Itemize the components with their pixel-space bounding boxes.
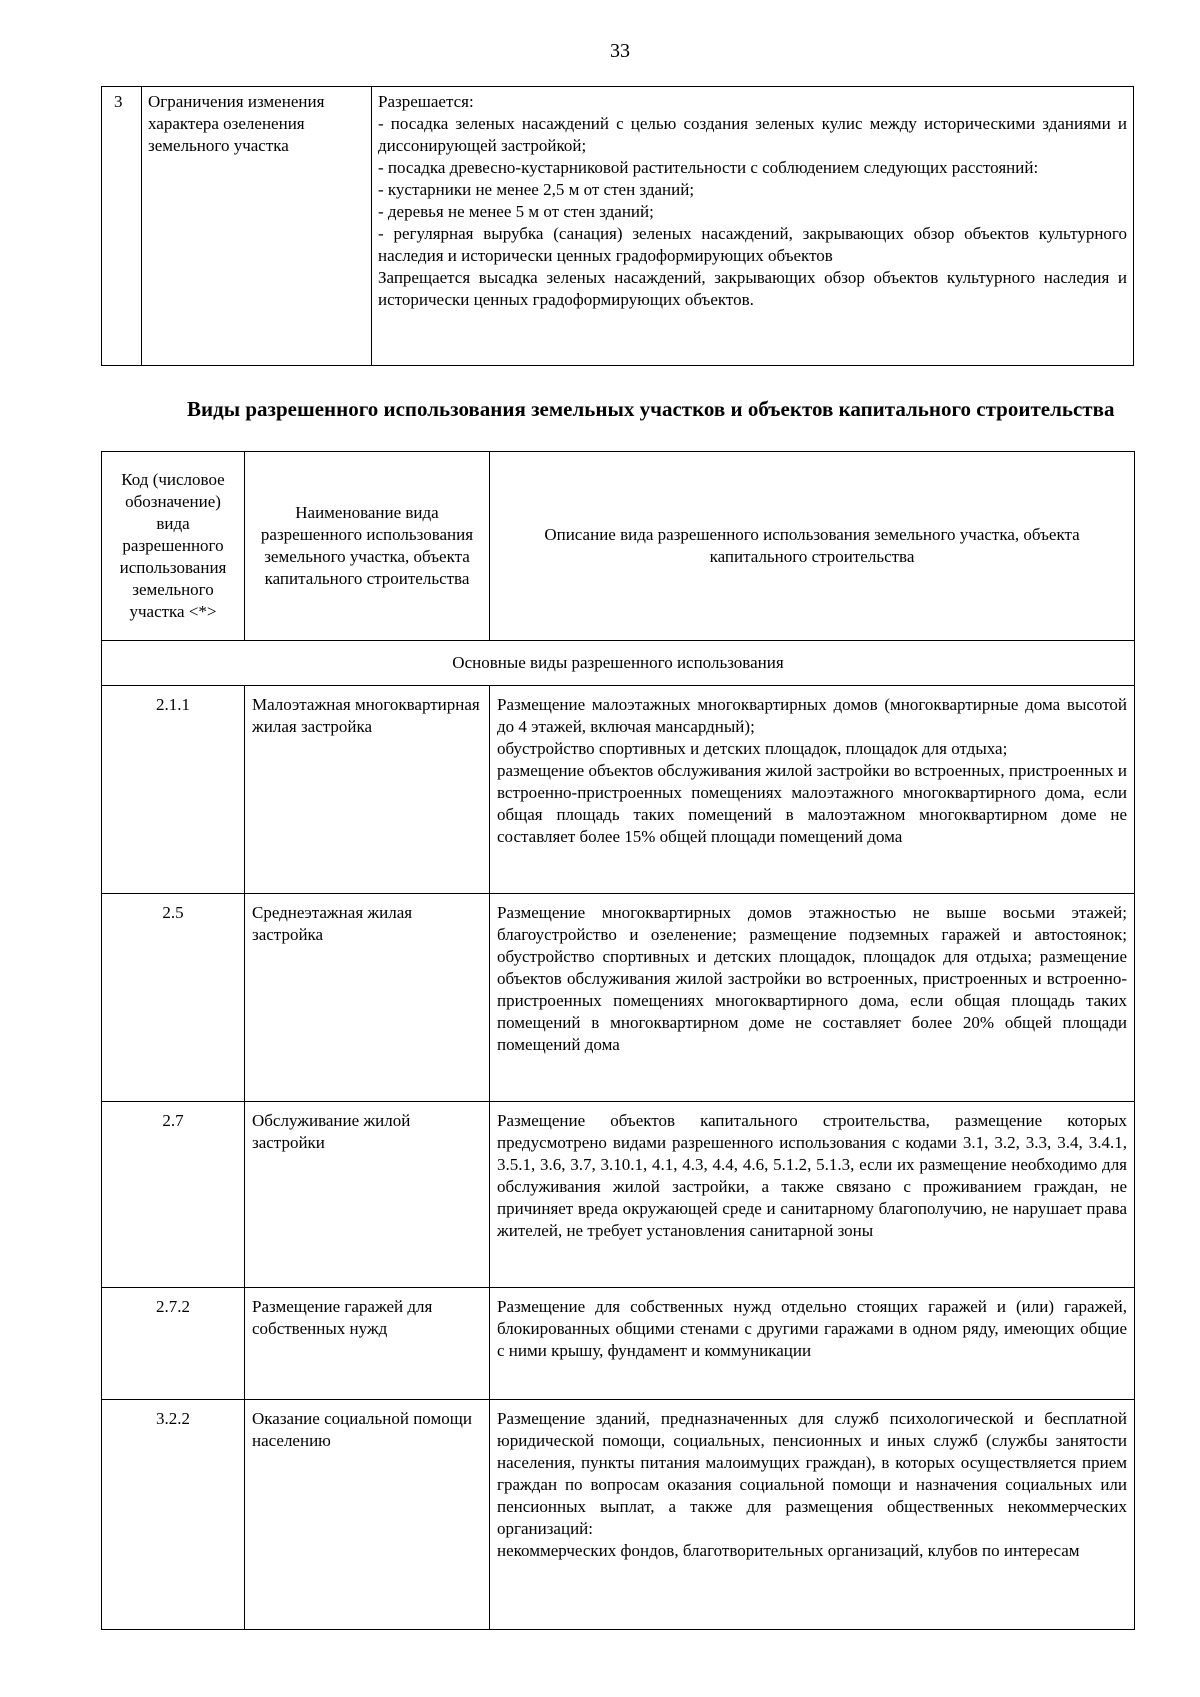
- use-code: 3.2.2: [102, 1400, 245, 1630]
- text-line: Запрещается высадка зеленых насаждений, закрывающих обзор объектов культурного наследия и исторически ценных градоформирующих объектов.: [378, 268, 1127, 309]
- use-code: 2.7.2: [102, 1288, 245, 1400]
- group-row: [102, 641, 1135, 686]
- table-row: [102, 1102, 1135, 1288]
- restriction-description: [372, 87, 1134, 366]
- page-number: 33: [610, 40, 630, 62]
- use-description: [490, 1102, 1135, 1288]
- use-description: [490, 686, 1135, 894]
- use-name: Размещение гаражей для собственных нужд: [245, 1288, 490, 1400]
- use-code: 2.5: [102, 894, 245, 1102]
- use-code: 2.7: [102, 1102, 245, 1288]
- restriction-title: Ограничения изменения характера озеленения земельного участка: [142, 87, 372, 366]
- restrictions-table: [101, 86, 1134, 366]
- table-row: [102, 1400, 1135, 1630]
- use-description: [490, 1400, 1135, 1630]
- text-line: Размещение для собственных нужд отдельно стоящих гаражей и (или) гаражей, блокированных общими стенами с другими гаражами в одном ряду, имеющих общие с ними крышу, фундамент и коммуникации: [497, 1297, 1127, 1360]
- table-row: [102, 87, 1134, 366]
- header-name: Наименование вида разрешенного использования земельного участка, объекта капитального строительства: [245, 452, 490, 641]
- permitted-use-table: [101, 451, 1135, 1630]
- use-name: Оказание социальной помощи населению: [245, 1400, 490, 1630]
- text-line: - кустарники не менее 2,5 м от стен зданий;: [378, 180, 695, 199]
- use-name: Среднеэтажная жилая застройка: [245, 894, 490, 1102]
- header-description: Описание вида разрешенного использования земельного участка, объекта капитального строительства: [490, 452, 1135, 641]
- use-code: 2.1.1: [102, 686, 245, 894]
- text-line: некоммерческих фондов, благотворительных организаций, клубов по интересам: [497, 1541, 1080, 1560]
- use-name: Малоэтажная многоквартирная жилая застройка: [245, 686, 490, 894]
- header-row: [102, 452, 1135, 641]
- text-line: Размещение малоэтажных многоквартирных домов (многоквартирные дома высотой до 4 этажей, включая мансардный);: [497, 695, 1127, 736]
- text-line: - деревья не менее 5 м от стен зданий;: [378, 202, 654, 221]
- text-line: Разрешается:: [378, 92, 474, 111]
- text-line: Размещение зданий, предназначенных для служб психологической и бесплатной юридической помощи, социальных, пенсионных и иных служб (службы занятости населения, пункты питания малоимущих граждан), в которых осуществляется прием граждан по вопросам оказания социальной помощи и назначения социальных или пенсионных выплат, а также для размещения общественных некоммерческих организаций:: [497, 1409, 1127, 1538]
- text-line: - посадка древесно-кустарниковой растительности с соблюдением следующих расстояний:: [378, 158, 1039, 177]
- use-description: [490, 894, 1135, 1102]
- use-name: Обслуживание жилой застройки: [245, 1102, 490, 1288]
- text-line: Размещение многоквартирных домов этажностью не выше восьми этажей; благоустройство и озеленение; размещение подземных гаражей и автостоянок; обустройство спортивных и детских площадок, площадок для отдыха; размещение объектов обслуживания жилой застройки во встроенных, пристроенных и встроенно-пристроенных помещениях многоквартирного дома, если общая площадь таких помещений в многоквартирном доме не составляет более 20% общей площади помещений дома: [497, 903, 1127, 1054]
- table-row: [102, 1288, 1135, 1400]
- text-line: - посадка зеленых насаждений с целью создания зеленых кулис между историческими зданиями и диссонирующей застройкой;: [378, 114, 1127, 155]
- table-row: [102, 894, 1135, 1102]
- section-title: Виды разрешенного использования земельных участков и объектов капитального строительства: [187, 397, 1115, 421]
- group-label: Основные виды разрешенного использования: [102, 641, 1135, 686]
- row-number: 3: [102, 87, 142, 366]
- text-line: Размещение объектов капитального строительства, размещение которых предусмотрено видами разрешенного использования с кодами 3.1, 3.2, 3.3, 3.4, 3.4.1, 3.5.1, 3.6, 3.7, 3.10.1, 4.1, 4.3, 4.4, 4.6, 5.1.2, 5.1.3, если их размещение необходимо для обслуживания жилой застройки, а также связано с проживанием граждан, не причиняет вреда окружающей среде и санитарному благополучию, не нарушает права жителей, не требует установления санитарной зоны: [497, 1111, 1127, 1240]
- text-line: обустройство спортивных и детских площадок, площадок для отдыха;: [497, 739, 1008, 758]
- header-code: Код (числовое обозначение) вида разрешенного использования земельного участка <*>: [102, 452, 245, 641]
- text-line: размещение объектов обслуживания жилой застройки во встроенных, пристроенных и встроенно-пристроенных помещениях малоэтажного многоквартирного дома, если общая площадь таких помещений в малоэтажном многоквартирном доме не составляет более 15% общей площади помещений дома: [497, 761, 1127, 846]
- text-line: - регулярная вырубка (санация) зеленых насаждений, закрывающих обзор объектов культурного наследия и исторически ценных градоформирующих объектов: [378, 224, 1127, 265]
- use-description: [490, 1288, 1135, 1400]
- table-row: [102, 686, 1135, 894]
